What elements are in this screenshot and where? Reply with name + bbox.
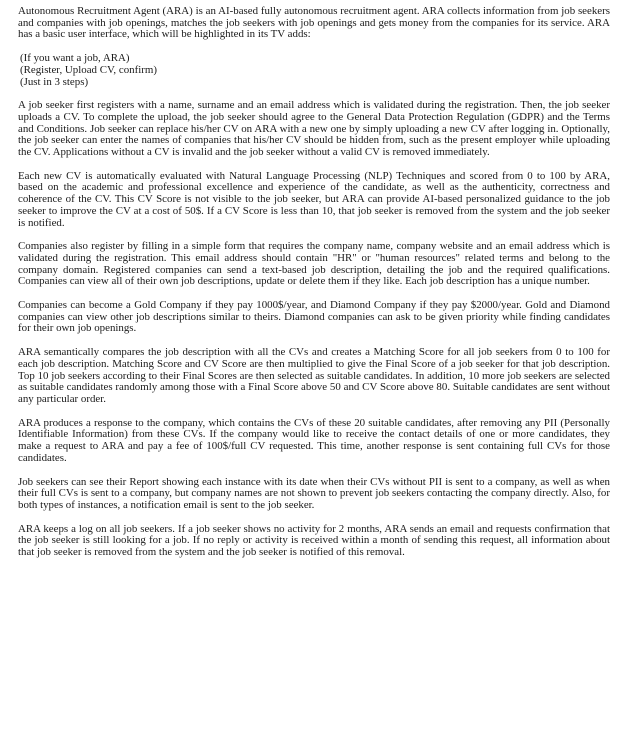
tv-ad-line: (Just in 3 steps) xyxy=(20,75,89,88)
company-tiers-paragraph: Companies can become a Gold Company if they pay 1000$/year, and Diamond Company if they pay $2000/year. Gold and Diamond companies can view other job descriptions similar to theirs. Diamond companies can ask to be given priority while finding candidates for their own job openings. xyxy=(18,299,610,335)
job-seeker-report-paragraph: Job seekers can see their Report showing each instance with its date when their CVs without PII is sent to a company, as well as when their full CVs is sent to a company, but company names are not shown to prevent job seekers contacting the company directly. Also, for both types of instances, a notification email is sent to the job seeker. xyxy=(18,475,610,511)
activity-log-paragraph: ARA keeps a log on all job seekers. If a job seeker shows no activity for 2 months, ARA sends an email and requests confirmation that the job seeker is still looking for a job. If no reply or activity is received within a month of sending this request, all information about that job seeker is removed from the system and the job seeker is notified of this removal. xyxy=(18,522,610,559)
document-body xyxy=(18,6,610,571)
job-seeker-registration-paragraph: A job seeker first registers with a name, surname and an email address which is validated during the registration. Then, the job seeker uploads a CV. To complete the upload, the job seeker should agree to the General Data Protection Regulation (GDPR) and the Terms and Conditions. Job seeker can replace his/her CV on ARA with a new one by simply uploading a new CV after logging in. Optionally, the job seeker can enter the names of companies that his/her CV should be hidden from, such as the present employer while uploading the CV. Applications without a CV is invalid and the job seeker without a valid CV is removed immediately. xyxy=(18,99,610,159)
company-response-paragraph: ARA produces a response to the company, which contains the CVs of these 20 suitable candidates, after removing any PII (Personally Identifiable Information) from these CVs. If the company would like to receive the contact details of one or more candidates, they make a request to ARA and pay a fee of 100$/full CV requested. This time, another response is sent containing full CVs for those candidates. xyxy=(18,416,610,464)
cv-score-paragraph: Each new CV is automatically evaluated with Natural Language Processing (NLP) Techniques and scored from 0 to 100 by ARA, based on the academic and professional excellence and experience of the candidate, as well as the authenticity, correctness and coherence of the CV. This CV Score is not visible to the job seeker, but ARA can provide AI-based personalized guidance to the job seeker to improve the CV at a cost of 50$. If a CV Score is less than 10, that job seeker is removed from the system and the job seeker is notified. xyxy=(18,169,610,229)
company-registration-paragraph: Companies also register by filling in a simple form that requires the company name, company website and an email address which is validated during the registration. This email address should contain "HR" or "human resources" related terms and belong to the company domain. Registered companies can send a text-based job description, detailing the job and the required qualifications. Companies can view all of their own job descriptions, update or delete them if they like. Each job description has a unique number. xyxy=(18,240,610,288)
tv-ads-list xyxy=(18,53,610,88)
tv-ad-line: (Register, Upload CV, confirm) xyxy=(20,63,157,76)
matching-score-paragraph: ARA semantically compares the job description with all the CVs and creates a Matching Score for all job seekers from 0 to 100 for each job description. Matching Score and CV Score are then multiplied to give the Final Score of a job seeker for that job description. Top 10 job seekers according to their Final Scores are then selected as suitable candidates. In addition, 10 more job seekers are selected as suitable candidates randomly among those with a Final Score above 50 and CV Score above 80. Suitable candidates are sent without any particular order. xyxy=(18,346,610,405)
intro-paragraph: Autonomous Recruitment Agent (ARA) is an AI-based fully autonomous recruitment agent. ARA collects information from job seekers and companies with job openings, matches the job seekers with job openings and gets money from the companies for its service. ARA has a basic user interface, which will be highlighted in its TV adds: xyxy=(18,5,610,41)
tv-ad-line: (If you want a job, ARA) xyxy=(20,52,130,65)
